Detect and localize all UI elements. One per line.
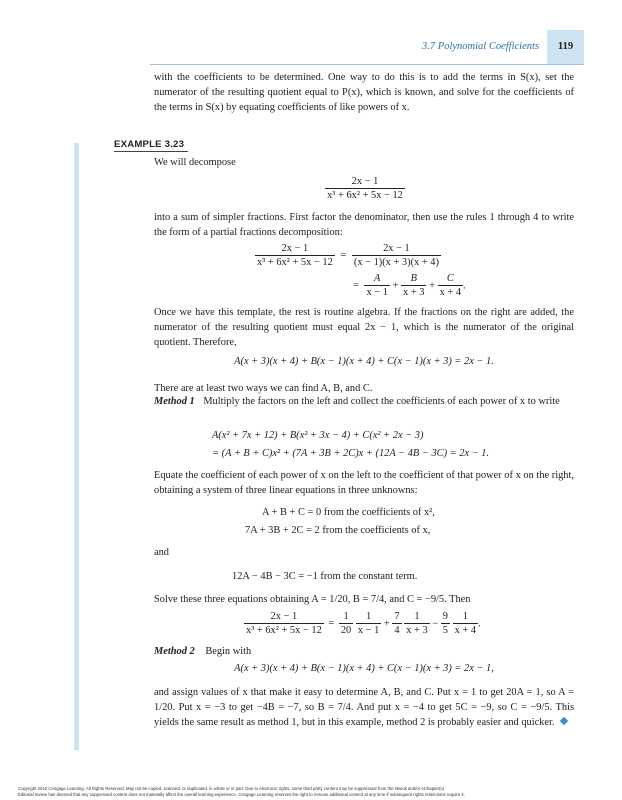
system-equation-1: A + B + C = 0 from the coefficients of x²,: [262, 507, 435, 518]
r2b-den: x + 3: [406, 625, 428, 636]
r1-den: 20: [340, 625, 352, 636]
method-1-expansion-line-2: = (A + B + C)x² + (7A + 3B + 2C)x + (12A − 4B − 3C) = 2x − 1.: [212, 448, 490, 459]
end-of-example-diamond-icon: [559, 717, 567, 725]
paragraph-solve: Solve these three equations obtaining A = 1/20, B = 7/4, and C = −9/5. Then: [154, 594, 471, 605]
example-side-bar: [74, 143, 79, 750]
system-equation-2: 7A + 3B + 2C = 2 from the coefficients of x,: [245, 525, 431, 536]
example-label-rule: [114, 151, 188, 152]
r2-num: 7: [394, 611, 400, 622]
result-lhs-numerator: 2x − 1: [270, 611, 298, 622]
r3-den: 5: [442, 625, 448, 636]
r3-num: 9: [442, 611, 448, 622]
method-1-paragraph: [154, 394, 574, 409]
pf-c-denominator: x + 4: [439, 287, 462, 298]
r1-num: 1: [343, 611, 349, 622]
result-lhs-denominator: x³ + 6x² + 5x − 12: [246, 625, 322, 636]
r3b-num: 1: [462, 611, 468, 622]
r1b-den: x − 1: [357, 625, 380, 636]
copyright-line-1: Copyright 2010 Cengage Learning. All Rights Reserved. May not be copied, scanned, or duplicated, in whole or in part. Due to electronic rights, some third party content may be suppressed from the eBook and/or eChapter(s).: [18, 786, 446, 791]
and-word: and: [154, 547, 170, 558]
paragraph-decompose: We will decompose: [154, 157, 236, 168]
method-2-paragraph: [154, 644, 251, 659]
r3b-den: x + 4: [454, 625, 477, 636]
final-text: and assign values of x that make it easy to determine A, B, and C. Put x = 1 to get 20A = 1, so A = 1/20. Put x = −3 to get −4B = −7, so B = 7/4. And put x = −4 to get 5C = −9, so C = −9/5. This yields the same result as method 1, but in this example, method 2 is probably easier and quicker.: [154, 687, 574, 728]
r2b-num: 1: [414, 611, 420, 622]
method-2-equation: A(x + 3)(x + 4) + B(x − 1)(x + 4) + C(x − 1)(x + 3) = 2x − 1,: [234, 663, 494, 674]
intro-paragraph: with the coefficients to be determined. One way to do this is to add the terms in S(x), set the numerator of the resulting quotient equal to P(x), which is known, and solve for the coefficients of the terms in S(x) by equating coefficients of like powers of x.: [154, 72, 574, 113]
pf-c-numerator: C: [446, 273, 454, 284]
method-2-label: Method 2: [154, 646, 195, 657]
pf-a-numerator: A: [374, 273, 381, 284]
fraction-to-decompose: [300, 175, 430, 203]
pf-b-denominator: x + 3: [403, 287, 425, 298]
result-equation: $\frac{2x - 1}{\text{x³ + 6x² + 5x − 12}}$ = $\frac{1}{20}$ $\frac{1}{x - 1}$ + $\frac{7}{4}$ $\frac{1}{x + 3}$ − $\frac{9}{5}$ $\frac{1}{x + 4}$ .: [246, 611, 481, 636]
eq-a-numerator: 2x − 1: [281, 243, 309, 254]
partial-fraction-template: = $\frac{A}{x - 1}$ + $\frac{B}{x + 3}$ + $\frac{C}{x + 4}$ .: [353, 273, 466, 298]
main-identity-equation: A(x + 3)(x + 4) + B(x − 1)(x + 4) + C(x − 1)(x + 3) = 2x − 1.: [234, 356, 494, 367]
copyright-line-2: Editorial review has deemed that any suppressed content does not materially affect the overall learning experience. Cengage Learning reserves the right to remove additional content at any time if subsequent rights restrictions require it.: [18, 792, 465, 797]
example-label: EXAMPLE 3.23: [114, 139, 185, 150]
system-equation-3: 12A − 4B − 3C = −1 from the constant term.: [232, 571, 418, 582]
pf-a-denominator: x − 1: [366, 287, 388, 298]
paragraph-two-ways: There are at least two ways we can find A, B, and C.: [154, 383, 373, 394]
eq-b-denominator: (x − 1)(x + 3)(x + 4): [353, 257, 439, 268]
eq-a-denominator: x³ + 6x² + 5x − 12: [257, 257, 333, 268]
page-number: 119: [557, 41, 574, 52]
pf-b-numerator: B: [410, 273, 417, 284]
factor-equation: $\frac{2x - 1}{\text{x³ + 6x² + 5x − 12}}$ = $\frac{2x - 1}{(x - 1)(x + 3)(x + 4)}$: [257, 243, 439, 268]
method-1-expansion-line-1: A(x² + 7x + 12) + B(x² + 3x − 4) + C(x² + 2x − 3): [212, 430, 424, 441]
r1b-num: 1: [365, 611, 372, 622]
paragraph-template: Once we have this template, the rest is routine algebra. If the fractions on the right are added, the numerator of the resulting quotient must equal 2x − 1, which is the numerator of the original quotient. Therefore,: [154, 307, 574, 348]
running-header-title: 3.7 Polynomial Coefficients: [422, 41, 539, 52]
method-1-label: Method 1: [154, 396, 195, 407]
paragraph-final: [154, 685, 574, 730]
frac1-denominator: x³ + 6x² + 5x − 12: [327, 190, 403, 201]
header-rule: [150, 64, 584, 65]
frac1-numerator: 2x − 1: [351, 176, 379, 187]
method-1-text: Multiply the factors on the left and collect the coefficients of each power of x to write: [203, 396, 560, 407]
method-2-text: Begin with: [205, 646, 252, 657]
r2-den: 4: [394, 625, 400, 636]
eq-b-numerator: 2x − 1: [383, 243, 410, 254]
paragraph-sum: into a sum of simpler fractions. First factor the denominator, then use the rules 1 through 4 to write the form of a partial fractions decomposition:: [154, 212, 574, 238]
paragraph-equate: Equate the coefficient of each power of x on the left to the coefficient of that power of x on the right, obtaining a system of three linear equations in three unknowns:: [154, 470, 574, 496]
